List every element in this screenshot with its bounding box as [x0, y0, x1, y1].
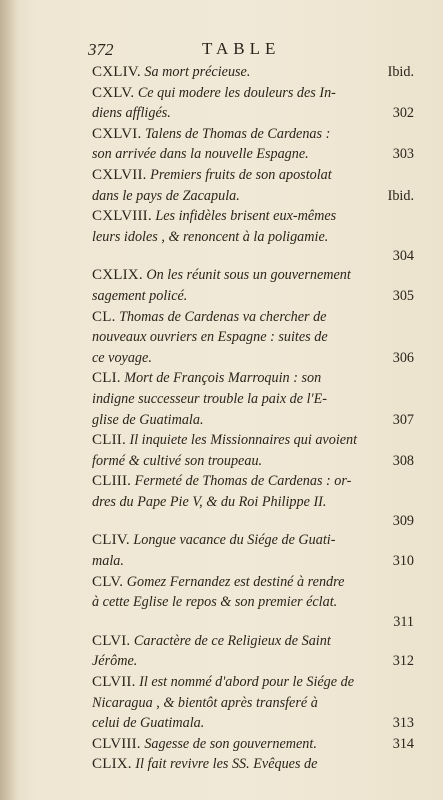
entry-page: 306	[392, 349, 414, 366]
entry-number: CLII.	[92, 432, 126, 449]
toc-entry	[92, 471, 414, 530]
entry-number: CLVIII.	[92, 735, 141, 752]
toc-entry	[92, 672, 414, 734]
entry-text: sagement policé.	[92, 287, 188, 304]
entry-page: 303	[392, 146, 414, 163]
entry-page: 308	[392, 452, 414, 469]
gutter-shadow	[0, 0, 18, 800]
entry-text: ce voyage.	[92, 349, 152, 366]
entry-page: 314	[392, 735, 414, 752]
toc-entry	[92, 572, 414, 631]
entry-page: 311	[393, 613, 414, 630]
entry-number: CXLIX.	[92, 267, 143, 284]
entry-number: CL.	[92, 308, 116, 325]
entry-text: Il fait revivre les SS. Evêques de	[135, 756, 318, 773]
entry-text: nouveaux ouvriers en Espagne : suites de	[92, 329, 328, 346]
entry-text: glise de Guatimala.	[92, 411, 204, 428]
toc-entry	[92, 530, 414, 571]
entry-number: CXLIV.	[92, 64, 141, 80]
entry-page: Ibid.	[387, 187, 414, 204]
toc-entry	[92, 631, 414, 672]
entry-page: Ibid.	[387, 64, 414, 80]
entry-text: à cette Eglise le repos & son premier éclat.	[92, 594, 338, 611]
toc-entry	[92, 307, 414, 369]
entry-page: 302	[392, 105, 414, 122]
entry-text: Nicaragua , & bientôt après transferé à	[92, 694, 318, 711]
entry-text: Mort de François Marroquin : son	[124, 370, 322, 387]
entry-number: CXLV.	[92, 84, 135, 101]
toc-entry	[92, 734, 414, 755]
page-header	[88, 39, 414, 62]
entry-page: 307	[392, 411, 414, 428]
entry-number: CLVII.	[92, 674, 136, 691]
page-number: 372	[88, 40, 114, 59]
toc-entry	[92, 754, 414, 775]
entry-text: leurs idoles , & renoncent à la poligamie.	[92, 228, 329, 245]
running-title: TABLE	[202, 39, 281, 58]
entry-number: CLI.	[92, 370, 121, 387]
toc-entry	[92, 62, 414, 83]
toc-entry	[92, 124, 414, 165]
entry-text: Gomez Fernandez est destiné à rendre	[126, 573, 345, 590]
entry-text: Les infidèles brisent eux-mêmes	[155, 208, 337, 225]
entry-page: 312	[392, 653, 414, 670]
toc-entry	[92, 368, 414, 430]
entry-text: On les réunit sous un gouvernement	[146, 267, 351, 284]
toc-entry	[92, 165, 414, 206]
entry-number: CLV.	[92, 573, 124, 590]
entry-text: indigne successeur trouble la paix de l'E-	[92, 390, 327, 407]
entry-text: Il inquiete les Missionnaires qui avoient	[129, 432, 358, 449]
entry-text: Longue vacance du Siége de Guati-	[133, 532, 336, 549]
entry-number: CXLVIII.	[92, 208, 152, 225]
entry-text: Caractère de ce Religieux de Saint	[133, 632, 331, 649]
table-of-contents	[92, 62, 414, 775]
entry-text: celui de Guatimala.	[92, 715, 205, 732]
toc-entry	[92, 206, 414, 265]
entry-page: 304	[392, 248, 414, 265]
entry-number: CXLVI.	[92, 125, 142, 142]
entry-number: CLVI.	[92, 632, 131, 649]
entry-text: Thomas de Cardenas va chercher de	[119, 308, 327, 325]
entry-text: son arrivée dans la nouvelle Espagne.	[92, 146, 309, 163]
entry-text: Sagesse de son gouvernement.	[144, 735, 317, 752]
entry-text: Il est nommé d'abord pour le Siége de	[139, 674, 355, 691]
entry-text: mala.	[92, 553, 124, 570]
entry-page: 309	[392, 513, 414, 530]
toc-entry	[92, 265, 414, 306]
toc-entry	[92, 430, 414, 471]
entry-text: Jérôme.	[92, 653, 138, 670]
entry-page: 310	[392, 553, 414, 570]
entry-page: 305	[392, 287, 414, 304]
entry-page: 313	[392, 715, 414, 732]
entry-text: Premiers fruits de son apostolat	[150, 166, 332, 183]
entry-text: Fermeté de Thomas de Cardenas : or-	[134, 473, 352, 490]
entry-text: dans le pays de Zacapula.	[92, 187, 240, 204]
entry-text: Ce qui modere les douleurs des In-	[137, 84, 336, 101]
toc-entry	[92, 83, 414, 124]
entry-text: Sa mort précieuse.	[144, 64, 251, 80]
entry-text: formé & cultivé son troupeau.	[92, 452, 263, 469]
entry-number: CXLVII.	[92, 166, 147, 183]
entry-number: CLIII.	[92, 473, 132, 490]
entry-text: diens affligés.	[92, 105, 171, 122]
entry-number: CLIV.	[92, 532, 130, 549]
entry-number: CLIX.	[92, 756, 132, 773]
entry-text: Talens de Thomas de Cardenas :	[144, 125, 331, 142]
entry-text: dres du Pape Pie V, & du Roi Philippe II.	[92, 493, 327, 510]
